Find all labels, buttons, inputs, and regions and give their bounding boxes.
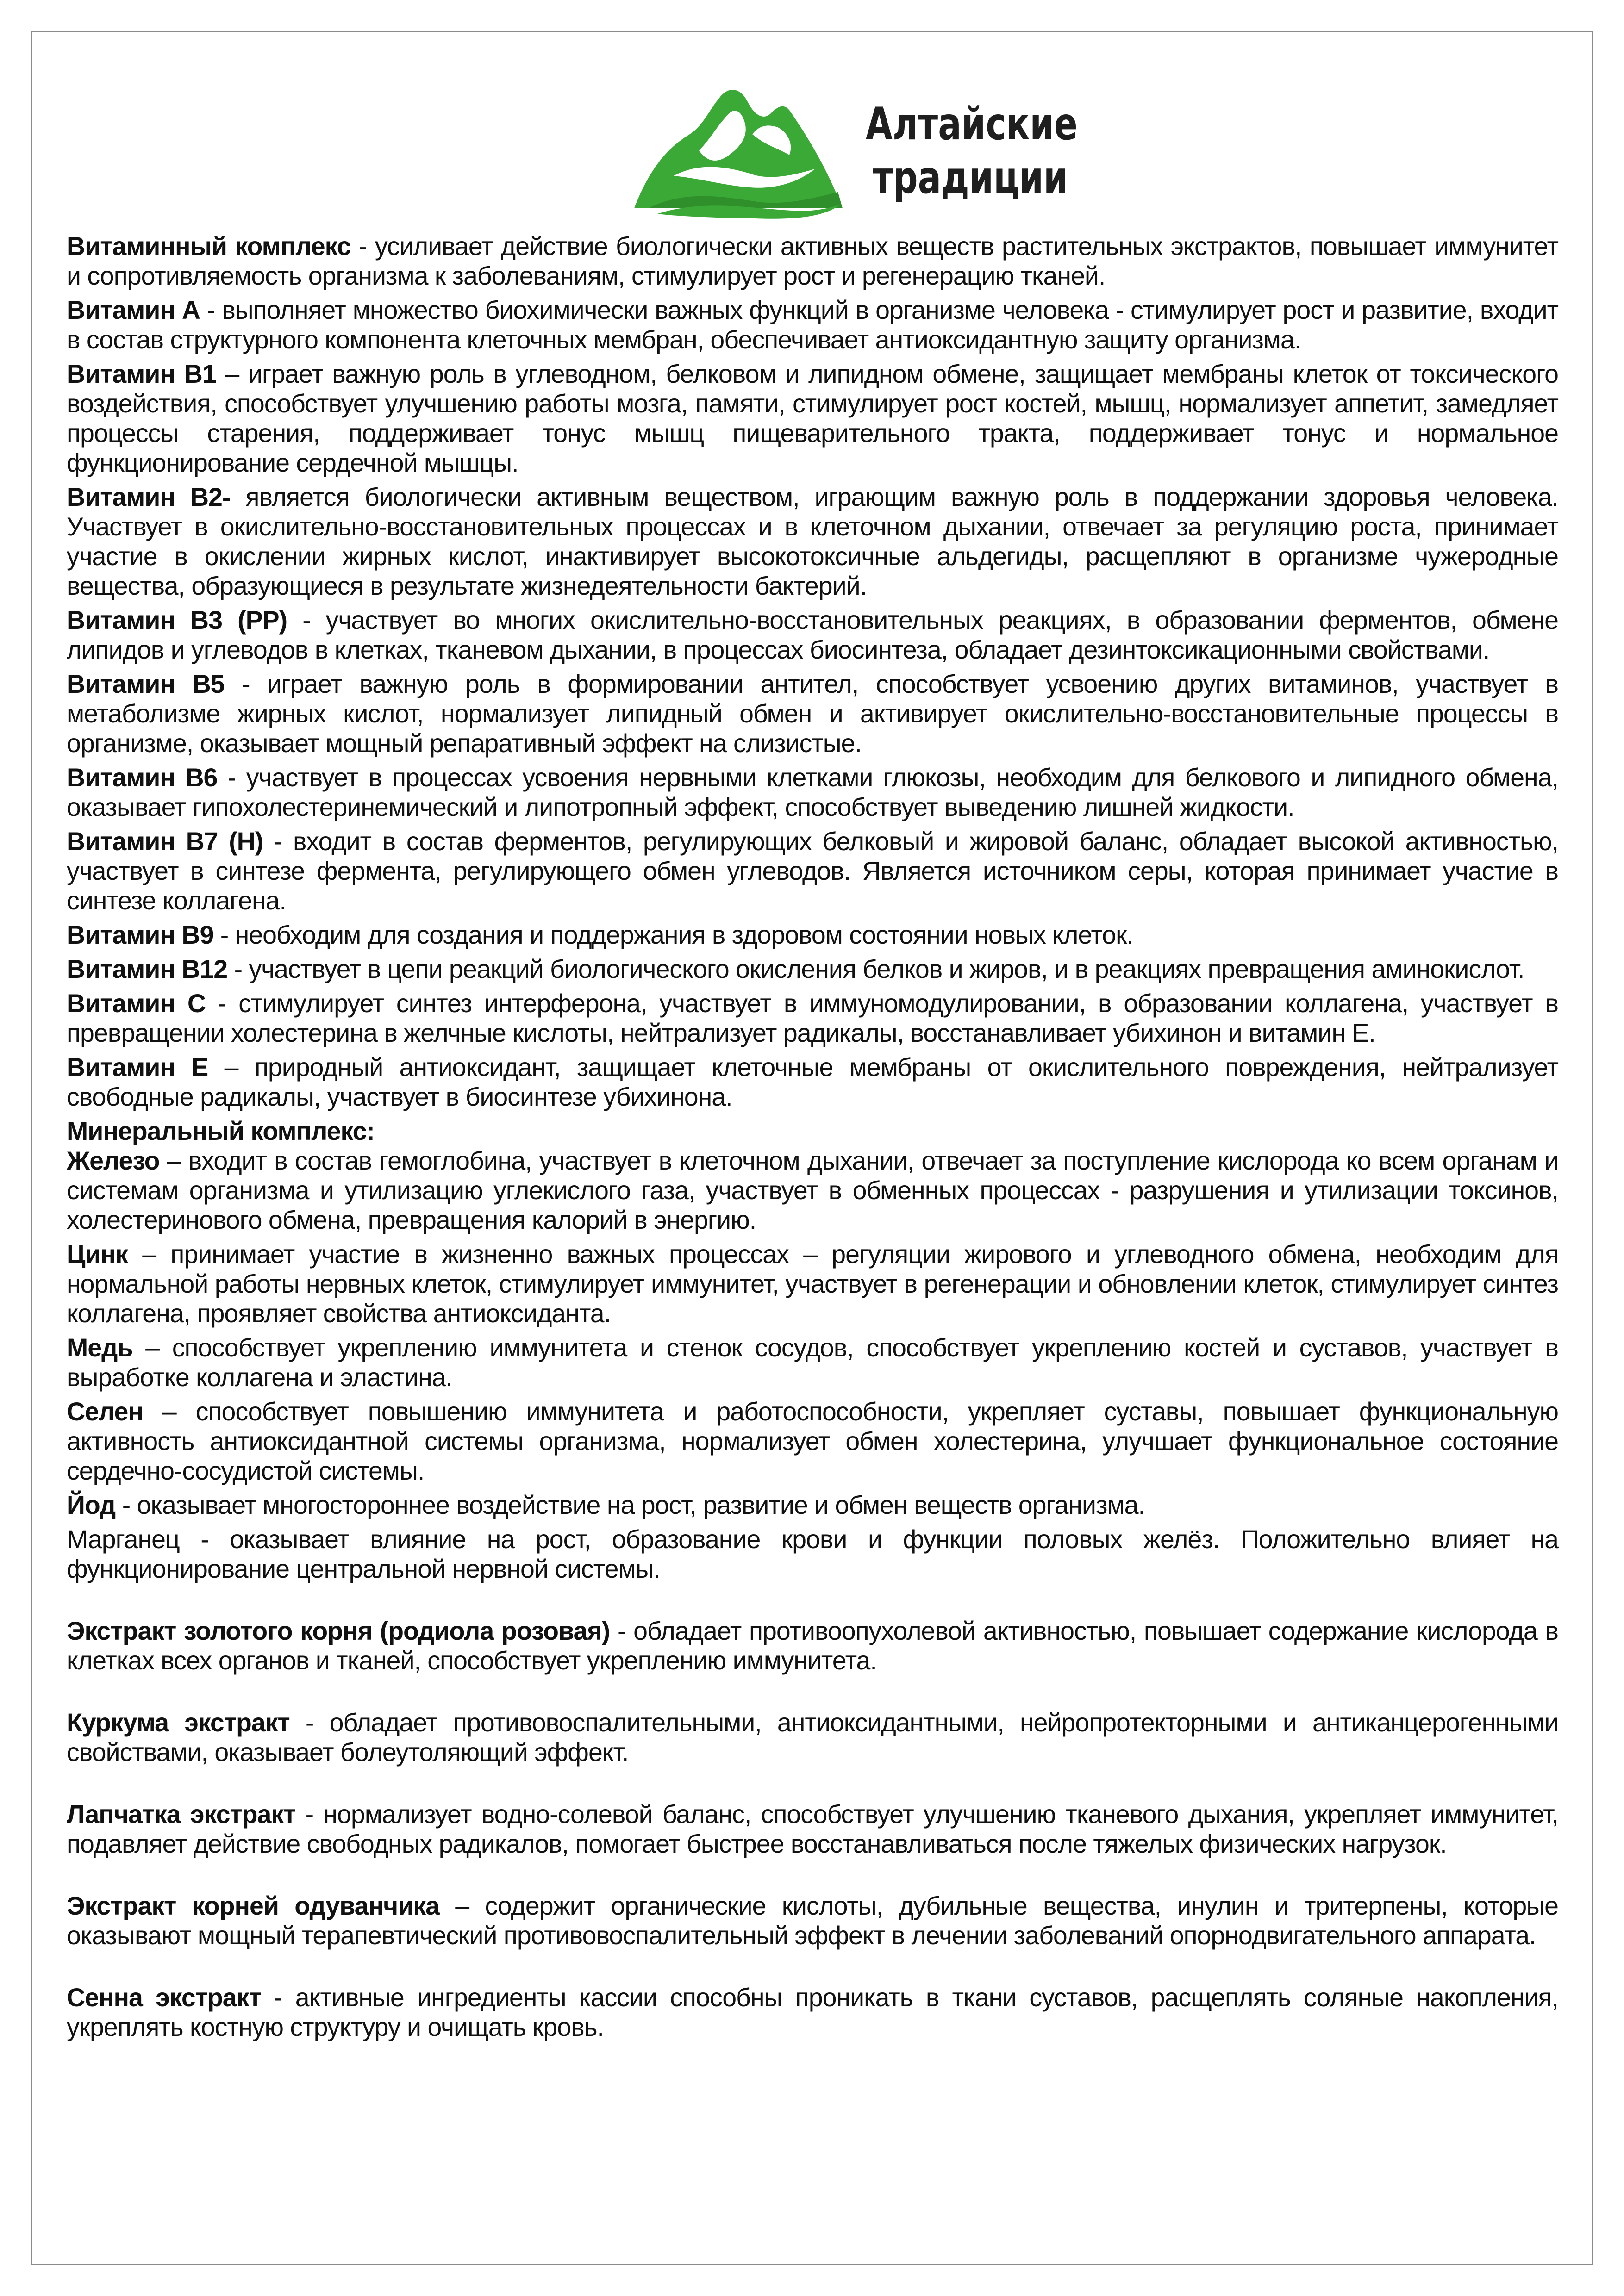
vitamin-entry — [67, 669, 1558, 758]
vitamin-description: - входит в состав ферментов, регулирующих белковый и жировой баланс, обладает высокой активностью, участвует в синтезе фермента, регулирующего обмен углеводов. Является источником серы, которая принимает участие в синтезе коллагена. — [67, 827, 1558, 915]
vitamin-term: Витамин В9 — [67, 921, 214, 949]
mineral-entry — [67, 1239, 1558, 1328]
mineral-term: Селен — [67, 1397, 143, 1426]
mineral-entry — [67, 1397, 1558, 1486]
vitamin-term: Витамин В1 — [67, 360, 216, 388]
extract-term: Экстракт корней одуванчика — [67, 1892, 439, 1920]
extract-term: Сенна экстракт — [67, 1983, 261, 2012]
mineral-term: Цинк — [67, 1240, 128, 1269]
mineral-entry — [67, 1146, 1558, 1235]
vitamin-entry — [67, 954, 1558, 984]
vitamin-entry — [67, 231, 1558, 291]
mineral-entry — [67, 1333, 1558, 1392]
mineral-description: - оказывает многостороннее воздействие на рост, развитие и обмен веществ организма. — [115, 1491, 1145, 1519]
extract-term: Экстракт золотого корня (родиола розовая) — [67, 1617, 610, 1645]
vitamin-description: - необходим для создания и поддержания в здоровом состоянии новых клеток. — [213, 921, 1133, 949]
vitamin-description: - участвует во многих окислительно-восстановительных реакциях, в образовании ферментов, обмене липидов и углеводов в клетках, тканевом дыхании, в процессах биосинтеза, обладает дезинтоксикационными свойствами. — [67, 606, 1559, 664]
vitamin-entry — [67, 763, 1558, 822]
extract-entry — [67, 1708, 1558, 1767]
vitamin-term: Витамин Е — [67, 1053, 208, 1082]
vitamin-term: Витамин В7 (Н) — [67, 827, 263, 856]
extract-description: - нормализует водно-солевой баланс, способствует улучшению тканевого дыхания, укрепляет иммунитет, подавляет действие свободных радикалов, помогает быстрее восстанавливаться после тяжелых физических нагрузок. — [67, 1800, 1558, 1858]
vitamin-entry — [67, 1052, 1558, 1112]
vitamin-term: Витамин В6 — [67, 763, 218, 792]
extract-entry — [67, 1983, 1558, 2042]
brand-name — [866, 97, 1078, 205]
extract-description: - обладает противоопухолевой активностью, повышает содержание кислорода в клетках всех органов и тканей, способствует укреплению иммунитета. — [67, 1617, 1559, 1675]
mineral-description: – входит в состав гемоглобина, участвует в клеточном дыхании, отвечает за поступление кислорода ко всем органам и системам организма и утилизацию углекислого газа, участвует в обменных процессах - разрушения и утилизации токсинов, холестеринового обмена, превращения калорий в энергию. — [67, 1146, 1558, 1234]
extract-entry — [67, 1799, 1558, 1859]
brand-name-line2: традиции — [873, 152, 1068, 204]
mineral-term: Железо — [67, 1146, 160, 1175]
ingredients-text — [32, 231, 1592, 2047]
brand-name-line1: Алтайские — [866, 98, 1078, 150]
mineral-description: – способствует укреплению иммунитета и стенок сосудов, способствует укреплению костей и суставов, участвует в выработке коллагена и эластина. — [67, 1333, 1558, 1392]
vitamin-description: - стимулирует синтез интерферона, участвует в иммуномодулировании, в образовании коллагена, участвует в превращении холестерина в желчные кислоты, нейтрализует радикалы, восстанавливает убихинон и витамин Е. — [67, 989, 1558, 1047]
vitamin-description: - участвует в цепи реакций биологического окисления белков и жиров, и в реакциях превращения аминокислот. — [227, 955, 1524, 983]
extract-entry — [67, 1616, 1558, 1675]
mineral-term: Медь — [67, 1333, 133, 1362]
vitamin-term: Витамин В3 (РР) — [67, 606, 287, 635]
vitamin-term: Витамин В2- — [67, 483, 231, 511]
vitamin-entry — [67, 295, 1558, 355]
vitamin-term: Витамин В12 — [67, 955, 228, 983]
brand-logo — [630, 69, 1078, 222]
vitamin-description: - участвует в процессах усвоения нервными клетками глюкозы, необходим для белкового и липидного обмена, оказывает гипохолестеринемический и липотропный эффект, способствует выведению лишней жидкости. — [67, 763, 1558, 821]
extract-entry — [67, 1891, 1558, 1950]
vitamin-description: – играет важную роль в углеводном, белковом и липидном обмене, защищает мембраны клеток от токсического воздействия, способствует улучшению работы мозга, памяти, стимулирует рост костей, мышц, нормализует аппетит, замедляет процессы старения, поддерживает тонус мышц пищеварительного тракта, поддерживает тонус и нормальное функционирование сердечной мышцы. — [67, 360, 1558, 477]
mineral-entry — [67, 1524, 1558, 1584]
mineral-entry — [67, 1490, 1558, 1520]
vitamin-description: - играет важную роль в формировании антител, способствует усвоению других витаминов, участвует в метаболизме жирных кислот, нормализует липидный обмен и активирует окислительно-восстановительные процессы в организме, оказывает мощный репаративный эффект на слизистые. — [67, 670, 1558, 758]
vitamin-term: Витамин А — [67, 296, 200, 324]
vitamin-entry — [67, 920, 1558, 950]
vitamin-description: является биологически активным веществом, играющим важную роль в поддержании здоровья человека. Участвует в окислительно-восстановительных процессах и в клеточном дыхании, отвечает за регуляцию роста, принимает участие в окислении жирных кислот, инактивирует высокотоксичные альдегиды, расщепляют в организме чужеродные вещества, образующиеся в результате жизнедеятельности бактерий. — [67, 483, 1558, 600]
vitamin-description: - выполняет множество биохимически важных функций в организме человека - стимулирует рост и развитие, входит в состав структурного компонента клеточных мембран, обеспечивает антиоксидантную защиту организма. — [67, 296, 1558, 354]
vitamin-entry — [67, 482, 1558, 601]
minerals-heading: Минеральный комплекс: — [67, 1117, 375, 1145]
vitamin-description: - усиливает действие биологически активных веществ растительных экстрактов, повышает иммунитет и сопротивляемость организма к заболеваниям, стимулирует рост и регенерацию тканей. — [67, 232, 1558, 290]
mineral-description: – способствует повышению иммунитета и работоспособности, укрепляет суставы, повышает функциональную активность антиоксидантной системы организма, нормализует обмен холестерина, улучшает функциональное состояние сердечно-сосудистой системы. — [67, 1397, 1558, 1485]
vitamin-term: Витамин В5 — [67, 670, 225, 698]
mineral-description: Марганец - оказывает влияние на рост, образование крови и функции половых желёз. Положительно влияет на функционирование центральной нервной системы. — [67, 1525, 1558, 1583]
mineral-term: Йод — [67, 1491, 116, 1519]
extract-description: – содержит органические кислоты, дубильные вещества, инулин и тритерпены, которые оказывают мощный терапевтический противовоспалительный эффект в лечении заболеваний опорнодвигательного аппарата. — [67, 1892, 1558, 1950]
vitamin-entry — [67, 989, 1558, 1048]
extract-description: - обладает противовоспалительными, антиоксидантными, нейропротекторными и антиканцерогенными свойствами, оказывает болеутоляющий эффект. — [67, 1708, 1558, 1767]
mineral-description: – принимает участие в жизненно важных процессах – регуляции жирового и углеводного обмена, необходим для нормальной работы нервных клеток, стимулирует иммунитет, участвует в регенерации и обновлении клеток, стимулирует синтез коллагена, проявляет свойства антиоксиданта. — [67, 1240, 1558, 1328]
vitamin-term: Витаминный комплекс — [67, 232, 351, 261]
vitamin-entry — [67, 359, 1558, 478]
vitamin-description: – природный антиоксидант, защищает клеточные мембраны от окислительного повреждения, нейтрализует свободные радикалы, участвует в биосинтезе убихинона. — [67, 1053, 1558, 1111]
extract-term: Лапчатка экстракт — [67, 1800, 296, 1829]
mountain-logo-icon — [630, 69, 852, 222]
leaflet-page — [31, 31, 1593, 2265]
extract-term: Куркума экстракт — [67, 1708, 290, 1737]
vitamin-entry — [67, 827, 1558, 915]
extract-description: - активные ингредиенты кассии способны проникать в ткани суставов, расщеплять соляные накопления, укреплять костную структуру и очищать кровь. — [67, 1983, 1559, 2041]
vitamin-term: Витамин С — [67, 989, 206, 1018]
vitamin-entry — [67, 605, 1558, 665]
